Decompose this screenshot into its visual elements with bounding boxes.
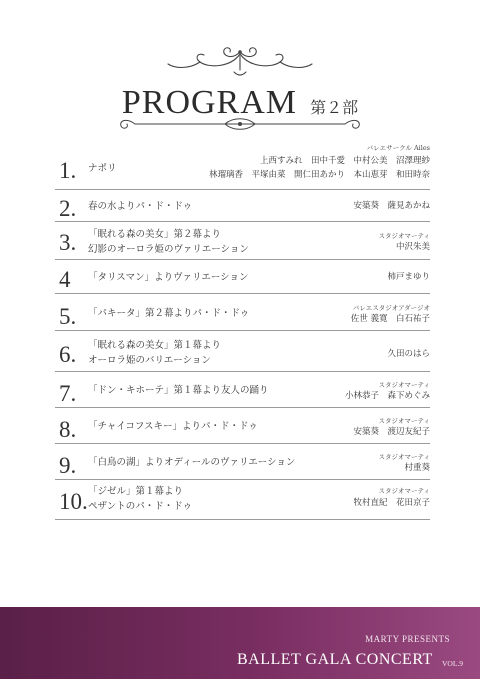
program-item-8 (55, 408, 430, 444)
item-number: 1. (59, 158, 77, 183)
piece-line: ペザントのパ・ド・ドゥ (88, 501, 193, 512)
dancer-line: 安築葵 薩見あかね (353, 201, 430, 211)
dancer-line: 中沢朱美 (395, 242, 430, 252)
piece-title: 「ドン・キホーテ」第１幕より友人の踊り (88, 385, 269, 396)
dancer-names (353, 496, 430, 510)
program-item-7 (55, 372, 430, 408)
dancer-line: 安築葵 渡辺友紀子 (353, 427, 430, 437)
concert-title: BALLET GALA CONCERT (237, 651, 433, 668)
piece-line: 幻影のオーロラ姫のヴァリエーション (88, 244, 249, 255)
troupe-name: スタジオマーティ (378, 381, 430, 389)
dancer-names (387, 347, 430, 361)
piece-title: 春の水よりパ・ド・ドゥ (88, 201, 193, 212)
dancer-names (353, 425, 430, 439)
dancer-names (209, 154, 430, 182)
footer-banner (0, 607, 480, 679)
item-number: 2. (59, 196, 77, 221)
dancer-line: 村重葵 (404, 463, 430, 473)
program-item-6 (55, 331, 430, 372)
program-item-3 (55, 222, 430, 260)
piece-title: ナポリ (88, 163, 117, 174)
volume-label: VOL.9 (442, 659, 464, 668)
dancer-names (387, 270, 430, 284)
piece-title: 「白鳥の湖」よりオディールのヴァリエーション (88, 457, 296, 468)
piece-title: 「タリスマン」よりヴァリエーション (88, 272, 249, 283)
piece-line: 「眠れる森の美女」第２幕より (88, 229, 222, 240)
flourish-ornament-icon (160, 46, 320, 80)
troupe-name: スタジオマーティ (378, 453, 430, 461)
piece-title: 「チャイコフスキー」よりパ・ド・ドゥ (88, 421, 258, 432)
dancer-names (345, 389, 430, 403)
troupe-name: バレエサークル Ailes (366, 144, 430, 152)
dancer-line: 佐世 義寛 白石祐子 (350, 314, 430, 324)
dancer-line: 林瑠璃香 平塚由菜 開仁田あかり 本山恵芽 和田時奈 (208, 170, 430, 180)
piece-line: オーロラ姫のバリエーション (88, 355, 211, 366)
dancer-names (351, 312, 430, 326)
title-main: PROGRAM (121, 84, 298, 121)
troupe-name: バレエスタジオアダージオ (352, 304, 430, 312)
item-number: 10. (59, 489, 88, 514)
troupe-name: スタジオマーティ (378, 417, 430, 425)
dancer-line: 久田のはら (387, 349, 430, 359)
item-number: 7. (59, 381, 77, 406)
program-item-10 (55, 480, 430, 520)
piece-line: 「ジゼル」第１幕より (88, 486, 184, 497)
top-ornament (0, 46, 480, 80)
dancer-line: 小林恭子 森下めぐみ (344, 391, 430, 401)
presenter-label: MARTY PRESENTS (365, 634, 450, 644)
item-number: 3. (59, 230, 77, 255)
troupe-name: スタジオマーティ (378, 487, 430, 495)
dancer-line: 上西すみれ 田中千愛 中村公美 沼澤理紗 (259, 156, 430, 166)
program-item-4 (55, 260, 430, 294)
dancer-line: 牧村直紀 花田京子 (353, 498, 430, 508)
title-underline-ornament (0, 114, 480, 134)
program-item-5 (55, 294, 430, 331)
title-subtitle: 第２部 (310, 98, 359, 117)
dancer-names (404, 461, 430, 475)
item-divider (55, 519, 430, 520)
dancer-line: 柿戸まゆり (387, 272, 430, 282)
item-number: 5. (59, 304, 77, 329)
item-number: 4 (59, 267, 71, 292)
item-number: 9. (59, 453, 77, 478)
piece-title: 「パキータ」第２幕よりパ・ド・ドゥ (88, 308, 250, 319)
item-number: 6. (59, 342, 77, 367)
piece-title (88, 227, 249, 257)
divider-flourish-icon (115, 114, 365, 134)
troupe-name: スタジオマーティ (378, 232, 430, 240)
piece-line: 「眠れる森の美女」第１幕より (88, 340, 222, 351)
piece-title (88, 484, 192, 514)
program-item-2 (55, 190, 430, 222)
program-item-1 (55, 143, 430, 190)
item-number: 8. (59, 417, 77, 442)
piece-title (88, 338, 221, 368)
program-item-9 (55, 444, 430, 480)
dancer-names (396, 240, 430, 254)
dancer-names (353, 199, 430, 213)
